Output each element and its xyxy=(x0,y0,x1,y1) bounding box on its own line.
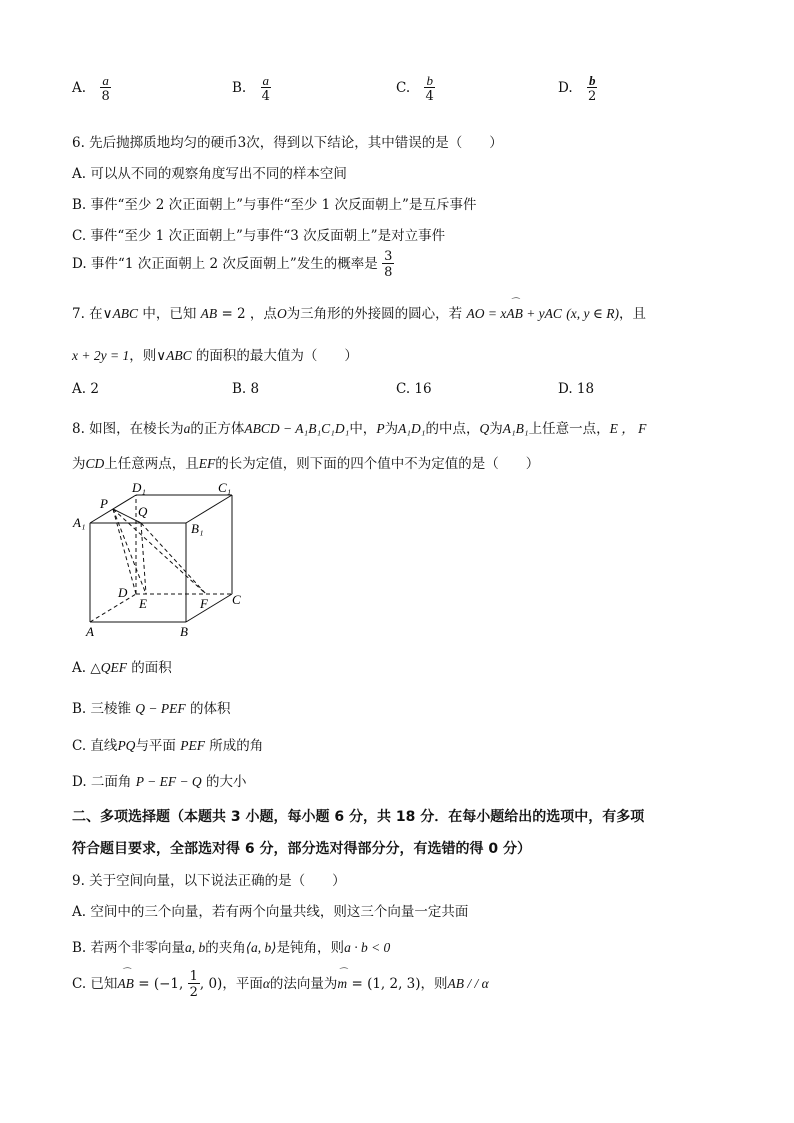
triangle-name: ABC xyxy=(112,306,139,321)
cube-figure xyxy=(66,476,256,646)
vector-names: a, b xyxy=(185,940,206,955)
fraction-numerator: 1 xyxy=(189,969,198,984)
q9-option-c xyxy=(72,970,489,999)
fraction-denominator: 2 xyxy=(588,89,597,104)
q8-option-d xyxy=(72,770,246,790)
segment-name: A₁B₁ xyxy=(502,421,529,436)
line-name: PQ xyxy=(117,738,136,753)
point-name: O xyxy=(276,306,287,321)
plane-name: α xyxy=(262,976,270,991)
coordinate-text: = (−1, xyxy=(133,976,188,992)
fraction-numerator: b xyxy=(426,73,433,88)
segment-name: AB xyxy=(200,306,218,321)
label-f: F xyxy=(200,596,208,611)
point-names: E ， F xyxy=(609,421,647,436)
q5-option-a xyxy=(72,74,111,103)
dihedral-name: P − EF − Q xyxy=(135,774,202,789)
condition: (x, y ∈ R) xyxy=(566,306,619,321)
stem-text: 为 xyxy=(72,456,86,472)
q7-option-c: C. 16 xyxy=(396,381,432,397)
label-a1: A₁ xyxy=(73,515,86,530)
inequality: a · b < 0 xyxy=(344,940,391,955)
q6-option-d xyxy=(72,250,394,279)
fraction-denominator: 8 xyxy=(101,89,110,104)
triangle-name: △QEF xyxy=(90,660,127,675)
label-d1: D₁ xyxy=(132,480,146,495)
segment-name: CD xyxy=(85,456,105,471)
point-name: P xyxy=(376,421,385,436)
edge-b-c xyxy=(186,594,232,622)
segment-p-q xyxy=(113,509,141,523)
option-text: ，平面 xyxy=(222,976,263,992)
q9-stem: 9. 关于空间向量，以下说法正确的是（ ） xyxy=(72,873,346,889)
option-text: A. xyxy=(72,660,91,676)
stem-text: 的中点， xyxy=(425,421,480,437)
cube-name: ABCD − A₁B₁C₁D₁ xyxy=(244,421,350,436)
option-text: C. 直线 xyxy=(72,738,118,754)
equation: x + 2y = 1 xyxy=(72,348,130,363)
option-label: D. xyxy=(558,80,573,96)
stem-text: 为 xyxy=(489,421,503,437)
option-text: D. 二面角 xyxy=(72,774,136,790)
label-q: Q xyxy=(138,504,148,519)
label-p: P xyxy=(100,496,108,511)
stem-text: ，则∨ xyxy=(129,348,167,364)
q6-option-b: B. 事件“至少 2 次正面朝上”与事件“至少 1 次反面朝上”是互斥事件 xyxy=(72,197,477,213)
option-text: 的法向量为 xyxy=(269,976,338,992)
section-heading-line1: 二、多项选择题（本题共 3 小题，每小题 6 分，共 18 分．在每小题给出的选项中，有多项 xyxy=(72,809,645,825)
coordinate-text: , 0) xyxy=(199,976,223,992)
option-text: B. 三棱锥 xyxy=(72,701,136,717)
fraction-denominator: 4 xyxy=(425,89,434,104)
label-c1: C₁ xyxy=(218,480,232,495)
q7-option-a: A. 2 xyxy=(72,381,99,397)
option-label: C. xyxy=(396,80,411,96)
stem-text: 的正方体 xyxy=(190,421,245,437)
option-text: C. 已知 xyxy=(72,976,118,992)
coordinate-text: = (1, 2, 3) xyxy=(347,976,421,992)
stem-text: ，且 xyxy=(618,306,646,322)
option-text: D. 事件“1 次正面朝上 2 次反面朝上”发生的概率是 xyxy=(72,256,378,272)
q6-stem: 6. 先后抛掷质地均匀的硬币3次，得到以下结论，其中错误的是（ ） xyxy=(72,135,503,151)
stem-text: 7. 在∨ xyxy=(72,306,113,322)
edge-b1-c1 xyxy=(186,495,232,523)
stem-text: 8. 如图，在棱长为 xyxy=(72,421,184,437)
fraction-numerator: a xyxy=(262,73,270,88)
fraction-numerator: b xyxy=(588,73,596,88)
normal-vector-name: ⌒ m xyxy=(337,976,347,992)
vector-equation: ⌒ AO = xAB + yAC xyxy=(466,306,561,322)
label-e: E xyxy=(139,596,147,611)
label-c: C xyxy=(232,592,241,607)
option-text: 的夹角 xyxy=(205,940,246,956)
q9-option-a: A. 空间中的三个向量，若有两个向量共线，则这三个向量一定共面 xyxy=(72,904,469,920)
stem-text: 为三角形的外接圆的圆心，若 xyxy=(286,306,467,322)
q9-option-b xyxy=(72,936,390,956)
pyramid-name: Q − PEF xyxy=(135,701,186,716)
q7-stem-line1 xyxy=(72,302,646,322)
option-text: 是钝角，则 xyxy=(276,940,345,956)
variable: a xyxy=(183,421,191,436)
conclusion: AB / / α xyxy=(447,976,489,991)
edge-a-d xyxy=(90,594,136,622)
stem-text: 中， xyxy=(349,421,377,437)
option-text: 的体积 xyxy=(185,701,231,717)
option-label: B. xyxy=(232,80,247,96)
segment-name: EF xyxy=(198,456,216,471)
fraction-numerator: 3 xyxy=(384,249,393,264)
option-text: B. 若两个非零向量 xyxy=(72,940,186,956)
option-text: ，则 xyxy=(420,976,448,992)
option-text: 的大小 xyxy=(201,774,247,790)
q6-option-c: C. 事件“至少 1 次正面朝上”与事件“3 次反面朝上”是对立事件 xyxy=(72,228,446,244)
segment-p-e xyxy=(113,509,146,594)
fraction-denominator: 4 xyxy=(261,89,270,104)
vector-name: ⌒ AB xyxy=(117,976,134,992)
fraction-numerator: a xyxy=(102,73,109,88)
stem-text: 的面积的最大值为（ ） xyxy=(191,348,358,364)
point-name: Q xyxy=(479,421,490,436)
triangle-name: ABC xyxy=(166,348,192,363)
stem-text: 上任意一点， xyxy=(528,421,610,437)
label-b1: B₁ xyxy=(191,521,204,536)
fraction-denominator: 8 xyxy=(384,265,393,280)
label-a: A xyxy=(86,624,94,639)
segment-name: A₁D₁ xyxy=(398,421,426,436)
plane-name: PEF xyxy=(180,738,205,753)
q7-option-d: D. 18 xyxy=(558,381,595,397)
label-d: D xyxy=(118,585,128,600)
stem-text: 的长为定值，则下面的四个值中不为定值的是（ ） xyxy=(215,456,540,472)
q8-option-c xyxy=(72,734,263,754)
label-b: B xyxy=(180,624,188,639)
q7-stem-line2 xyxy=(72,344,358,364)
option-label: A. xyxy=(72,80,87,96)
q5-option-d xyxy=(558,74,597,103)
option-text: 的面积 xyxy=(126,660,172,676)
q8-option-b xyxy=(72,697,230,717)
q8-stem-line2 xyxy=(72,452,539,472)
q8-stem-line1 xyxy=(72,417,646,437)
option-text: 与平面 xyxy=(135,738,181,754)
q5-option-c xyxy=(396,74,435,103)
option-text: 所成的角 xyxy=(204,738,264,754)
q5-option-b xyxy=(232,74,271,103)
angle-notation: ⟨a, b⟩ xyxy=(245,940,277,955)
stem-text: 为 xyxy=(384,421,399,437)
q6-option-a: A. 可以从不同的观察角度写出不同的样本空间 xyxy=(72,166,347,182)
stem-text: 中，已知 xyxy=(138,306,201,322)
stem-text: 上任意两点，且 xyxy=(104,456,199,472)
section-heading-line2: 符合题目要求，全部选对得 6 分，部分选对得部分分，有选错的得 0 分） xyxy=(72,841,531,857)
segment-p-d xyxy=(113,509,136,594)
stem-text: = 2 ，点 xyxy=(217,306,277,322)
q8-option-a xyxy=(72,656,172,676)
q7-option-b: B. 8 xyxy=(232,381,260,397)
fraction-denominator: 2 xyxy=(189,985,198,1000)
